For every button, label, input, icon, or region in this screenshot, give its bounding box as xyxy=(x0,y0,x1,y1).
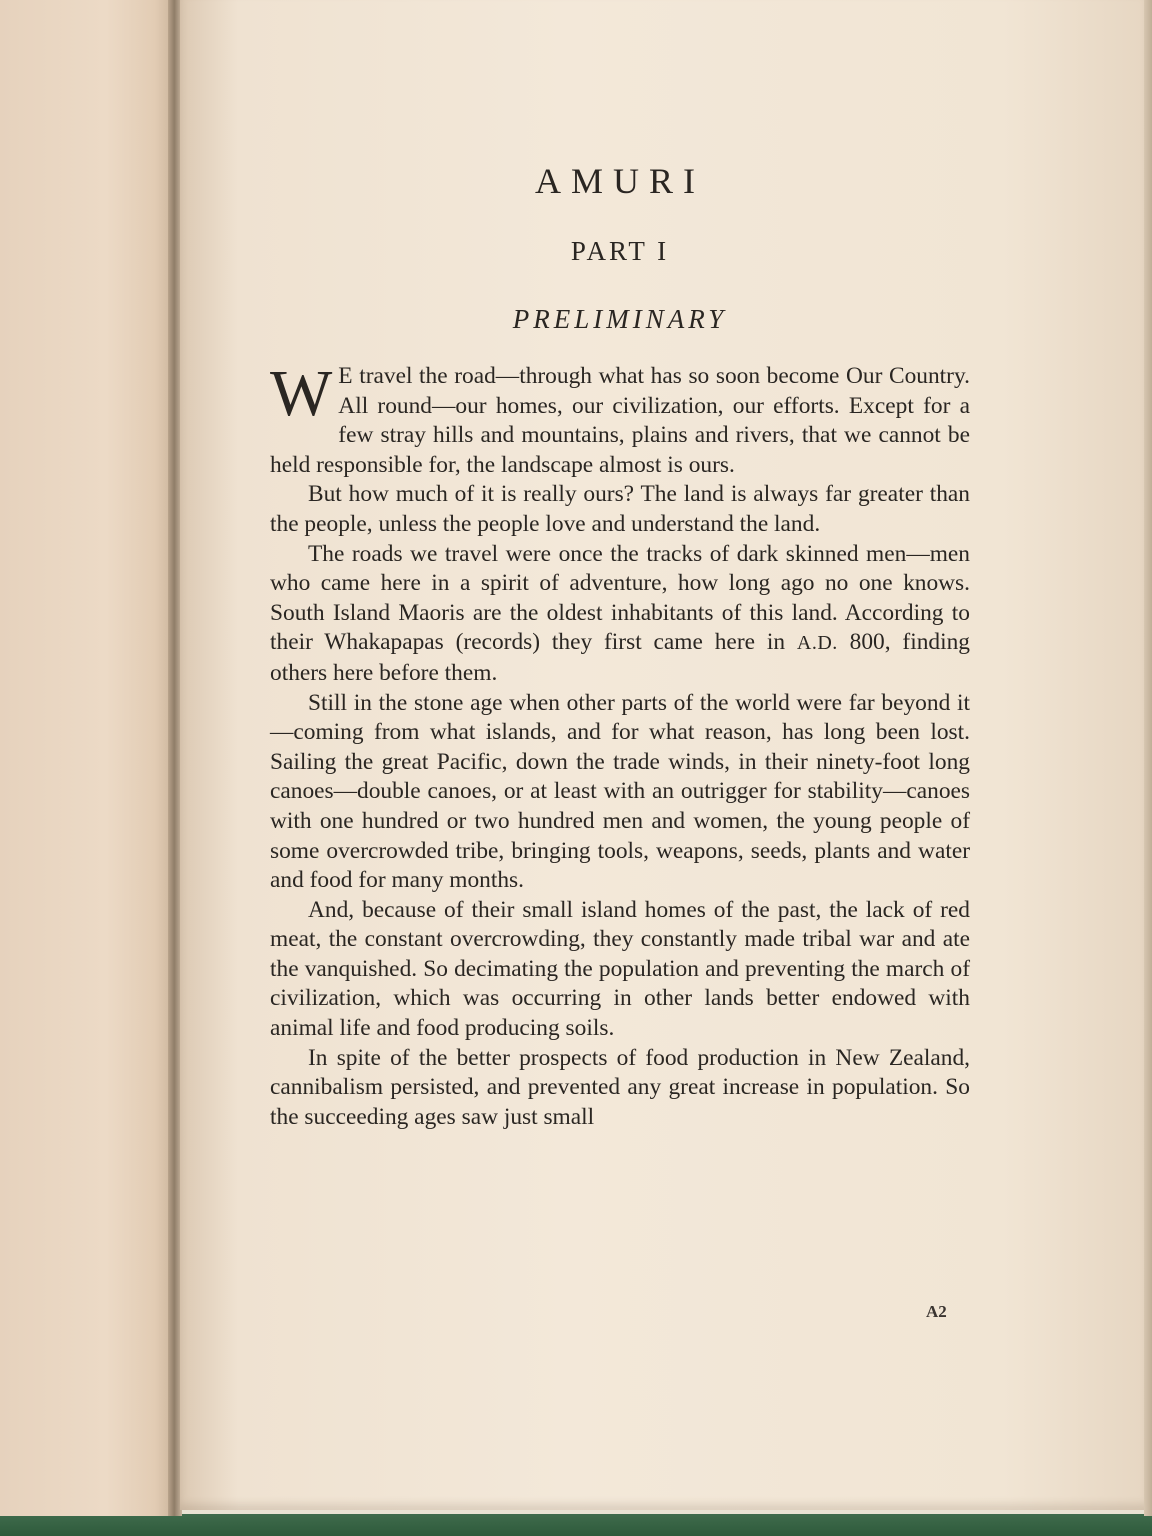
body-text xyxy=(270,357,970,1132)
paragraph-6: In spite of the better prospects of food production in New Zealand, cannibalism persisted, and prevented any great increase in population. So the succeeding ages saw just small xyxy=(270,1044,970,1130)
part-heading: PART I xyxy=(570,236,670,266)
book-cover-edge xyxy=(0,1514,1152,1536)
paragraph-4: Still in the stone age when other parts of the world were far beyond it—coming from what islands, and for what reason, has long been lost. Sailing the great Pacific, down the trade winds, in their ninety-foot long canoes—double canoes, or at least with an outrigger for stability—canoes with one hundred or two hundred men and women, the young people of some overcrowded tribe, bringing tools, weapons, seeds, plants and water and food for many months. xyxy=(270,689,970,894)
left-page xyxy=(0,0,176,1516)
signature-mark: A2 xyxy=(926,1302,947,1321)
paragraph-5: And, because of their small island homes of the past, the lack of red meat, the constant overcrowding, they constantly made tribal war and ate the vanquished. So decimating the population and preventing the march of civilization, which was occurring in other lands better endowed with animal life and food producing soils. xyxy=(270,896,970,1042)
era-abbreviation: A.D. xyxy=(796,632,838,655)
paragraph-1-text: E travel the road—through what has so soon become Our Country. All round—our homes, our civilization, our efforts. Except for a few stray hills and mountains, plains and rivers, that we cannot be held responsible for, the landscape almost is ours. xyxy=(270,363,970,478)
page-edge xyxy=(1144,0,1152,1516)
paragraph-3 xyxy=(270,540,970,689)
drop-cap: W xyxy=(270,357,333,430)
paragraph-3-tail: 800, finding others here before them. xyxy=(270,629,970,686)
paragraph-3-text: The roads we travel were once the tracks of dark skinned men—men who came here in a spirit of adventure, how long ago no one knows. South Island Maoris are the oldest inhabitants of this land. According to their Whakapapas (records) they first came here in xyxy=(270,540,970,656)
section-heading: PRELIMINARY xyxy=(512,304,728,334)
book-title: AMURI xyxy=(534,161,705,201)
paragraph-1 xyxy=(270,357,970,480)
paragraph-2: But how much of it is really ours? The land is always far greater than the people, unless the people love and understand the land. xyxy=(270,481,970,537)
